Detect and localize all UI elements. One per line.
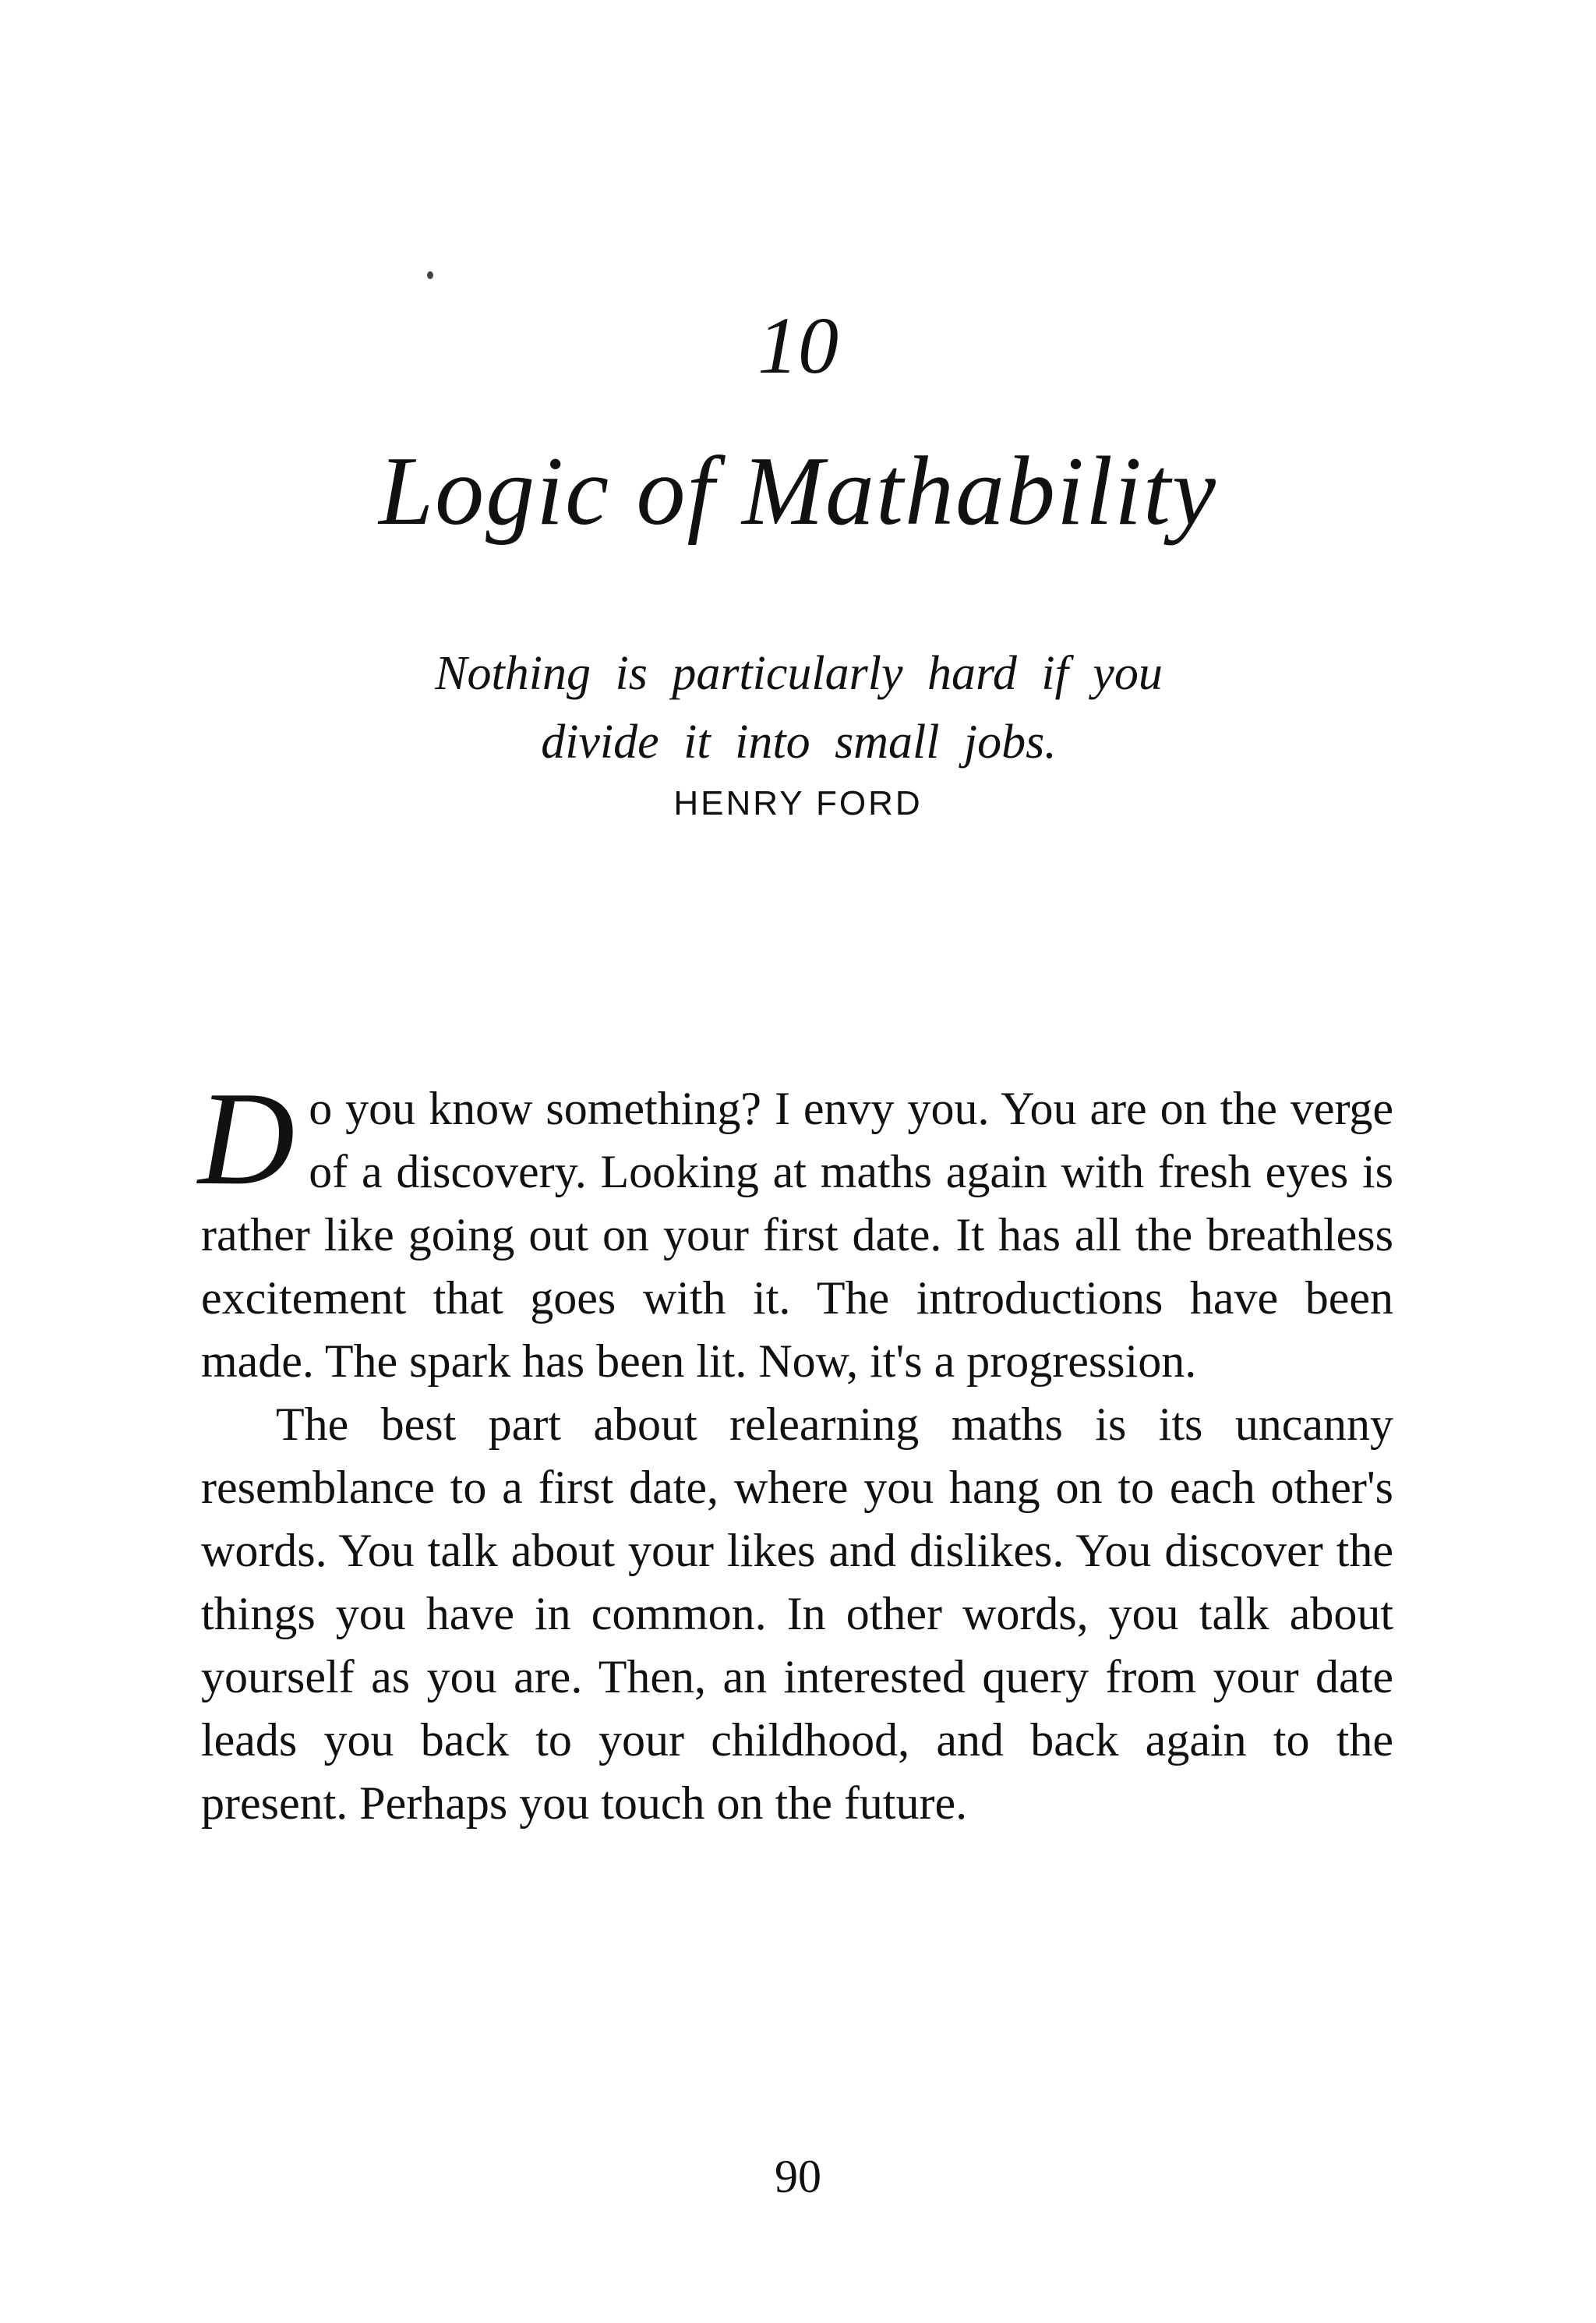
paragraph-text: o you know something? I envy you. You are on the verge of a discovery. Looking at maths again with fresh eyes is rather like going out on your first date. It has all the breathless excitement that goes with it. The introductions have been made. The spark has been lit. Now, it's a progression. (201, 1083, 1393, 1387)
body-text (198, 1065, 1393, 1835)
epigraph-line: Nothing is particularly hard if you (435, 647, 1163, 700)
epigraph-line: divide it into small jobs. (541, 716, 1057, 769)
paragraph (198, 1065, 1393, 1393)
epigraph-attribution: HENRY FORD (673, 784, 923, 822)
page-number: 90 (775, 2151, 821, 2202)
drop-cap: D (198, 1065, 295, 1213)
ink-speck (427, 271, 433, 279)
paragraph: The best part about relearning maths is its uncanny resemblance to a first date, where you hang on to each other's words. You talk about your likes and dislikes. You discover the things you have in common. In other words, you talk about yourself as you are. Then, an interested query from your date leads you back to your childhood, and back again to the present. Perhaps you touch on the future. (201, 1398, 1393, 1829)
chapter-title: Logic of Mathability (379, 437, 1217, 546)
epigraph-quote (343, 639, 1255, 776)
chapter-number: 10 (757, 301, 839, 391)
